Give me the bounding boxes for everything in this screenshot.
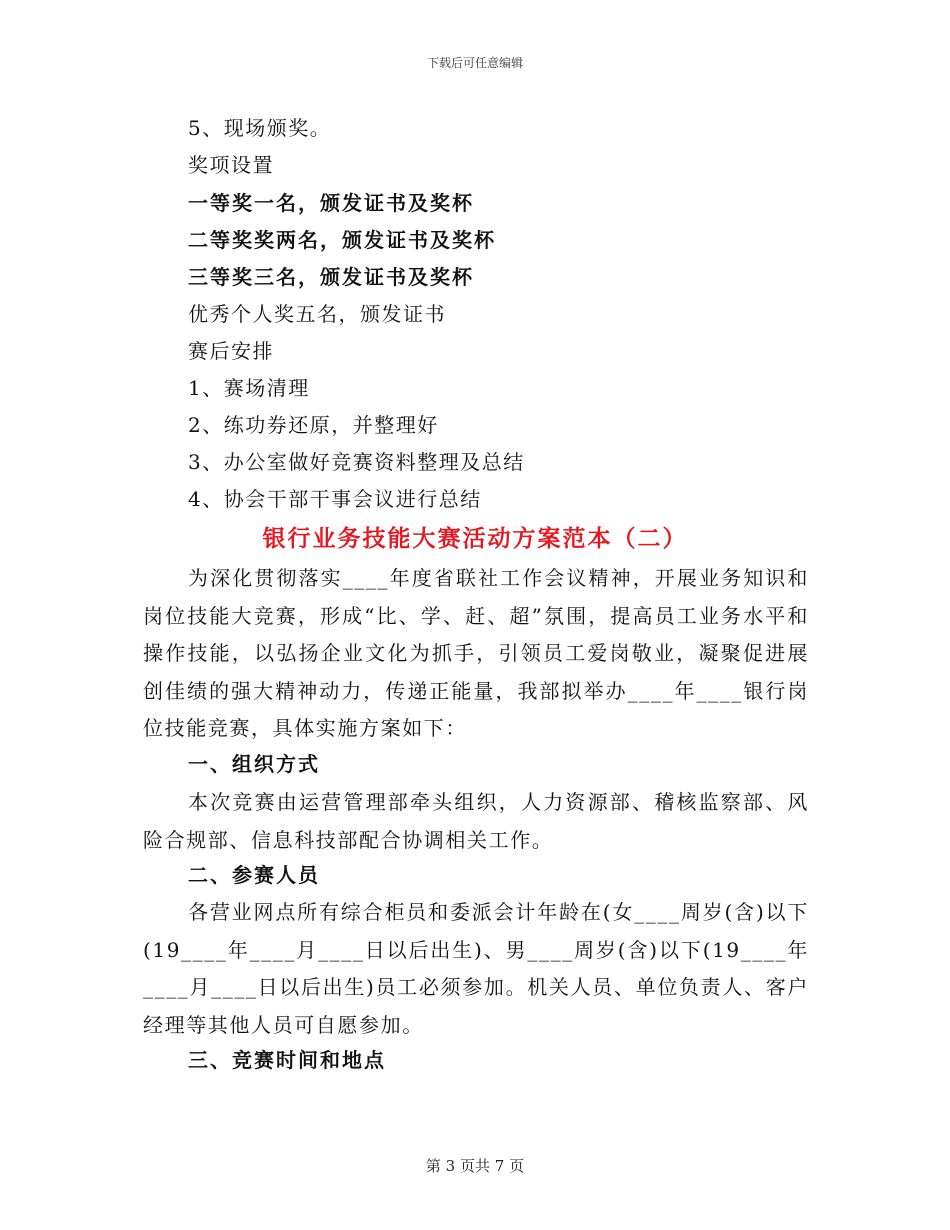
section-2-body: 各营业网点所有综合柜员和委派会计年龄在(女____周岁(含)以下(19____年____月____日以后出生)、男____周岁(含)以下(19____年____月____日以后出生)员工必须参加。机关人员、单位负责人、客户经理等其他人员可自愿参加。 [143, 900, 809, 1037]
second-prize-line: 二等奖奖两名，颁发证书及奖杯 [188, 228, 496, 252]
post-match-heading: 赛后安排 [188, 339, 274, 363]
excellent-individual-line: 优秀个人奖五名，颁发证书 [188, 302, 446, 326]
intro-paragraph: 为深化贯彻落实____年度省联社工作会议精神，开展业务知识和岗位技能大竞赛，形成“比、学、赶、超”氛围，提高员工业务水平和操作技能，以弘扬企业文化为抓手，引领员工爱岗敬业，凝聚促进展创佳绩的强大精神动力，传递正能量，我部拟举办____年____银行岗位技能竞赛，具体实施方案如下： [143, 566, 809, 741]
section-3-heading: 三、竞赛时间和地点 [188, 1048, 386, 1072]
third-prize-line: 三等奖三名，颁发证书及奖杯 [188, 265, 474, 289]
section-1-heading: 一、组织方式 [188, 752, 320, 776]
awards-heading: 奖项设置 [188, 153, 274, 177]
post-match-item-4: 4、协会干部干事会议进行总结 [188, 487, 482, 511]
first-prize-line: 一等奖一名，颁发证书及奖杯 [188, 191, 474, 215]
page-footer: 第 3 页共 7 页 [425, 1157, 525, 1175]
section-1-body: 本次竞赛由运营管理部牵头组织，人力资源部、稽核监察部、风险合规部、信息科技部配合协调相关工作。 [143, 790, 809, 852]
award-ceremony-item: 5、现场颁奖。 [188, 116, 332, 140]
post-match-item-1: 1、赛场清理 [188, 376, 310, 400]
page-header: 下载后可任意编辑 [426, 56, 523, 70]
post-match-item-3: 3、办公室做好竞赛资料整理及总结 [188, 450, 525, 474]
section-2-heading: 二、参赛人员 [188, 863, 320, 887]
document-title: 银行业务技能大赛活动方案范本（二） [262, 525, 688, 552]
post-match-item-2: 2、练功券还原，并整理好 [188, 413, 439, 437]
